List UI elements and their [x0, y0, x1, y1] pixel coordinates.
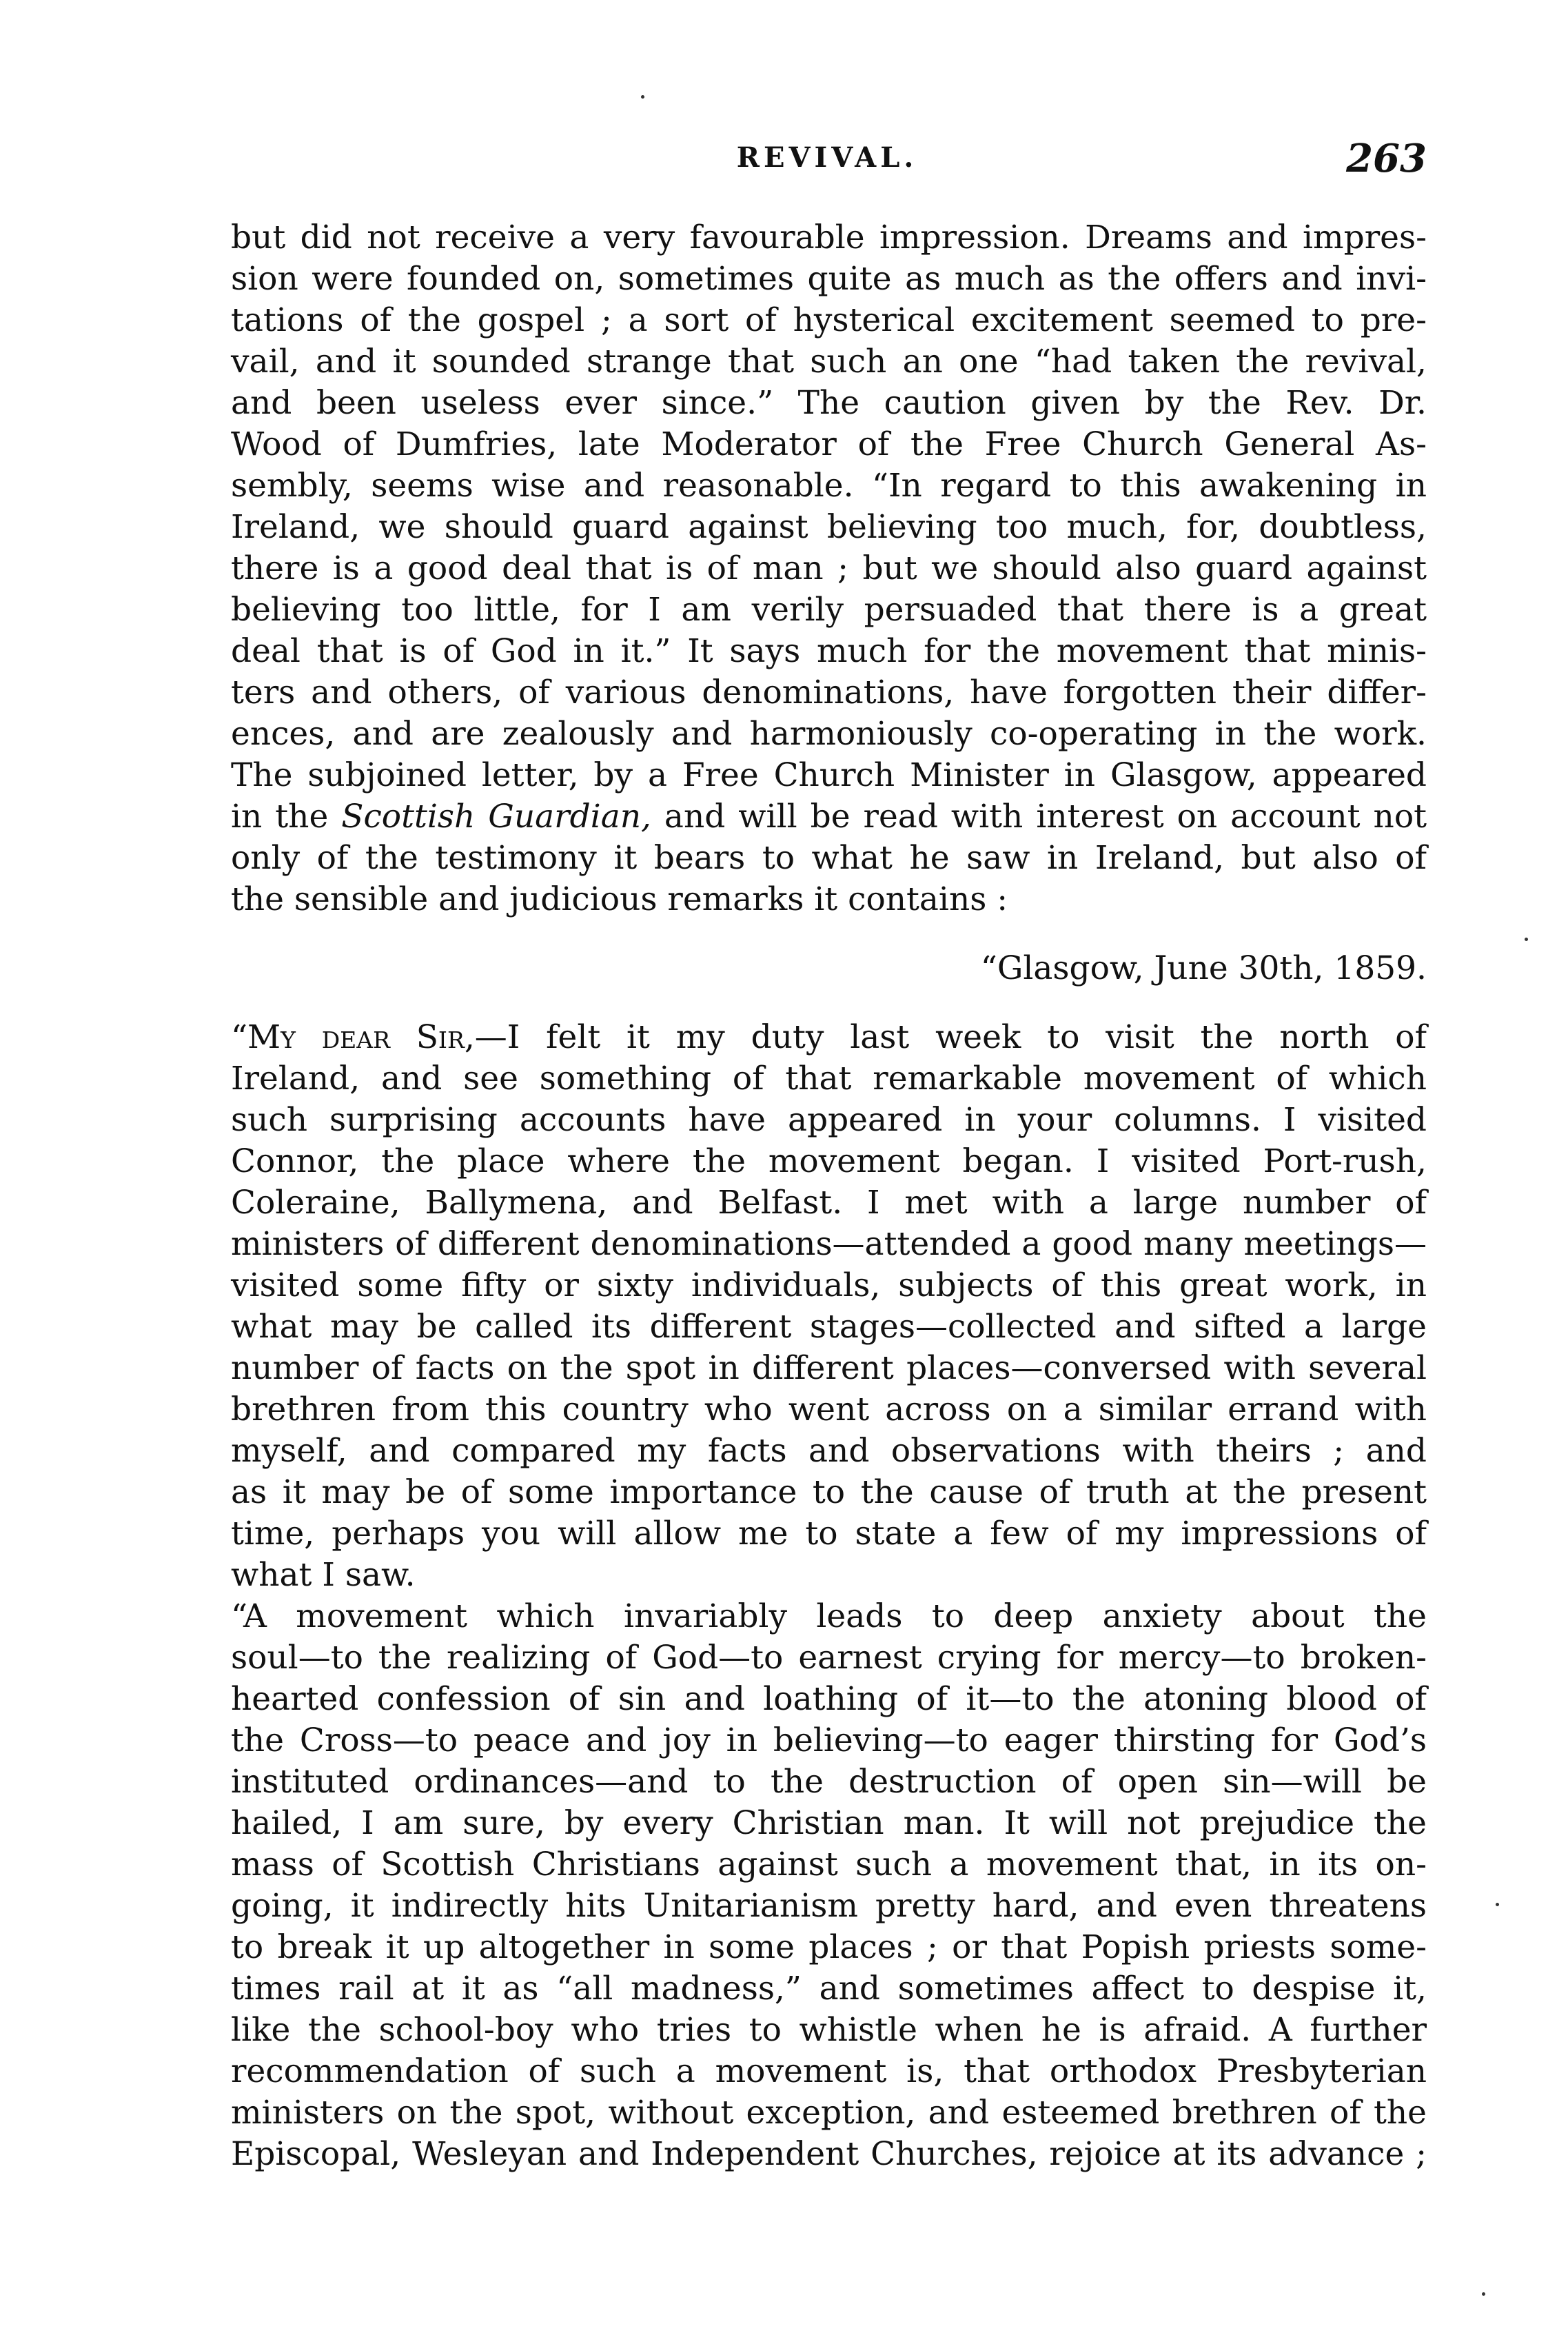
text-line: brethren from this country who went across on a similar errand with — [231, 1391, 1427, 1428]
text-line: deal that is of God in it.” It says much for the movement that minis- — [231, 632, 1427, 670]
text-line: tations of the gospel ; a sort of hysterical excitement seemed to pre- — [231, 301, 1427, 339]
text-line — [231, 1017, 1427, 1058]
text-line: soul—to the realizing of God—to earnest crying for mercy—to broken- — [231, 1639, 1427, 1677]
text-line: but did not receive a very favourable impression. Dreams and impres- — [231, 219, 1427, 256]
text-line: Connor, the place where the movement began. I visited Port-rush, — [231, 1142, 1427, 1180]
text-span: in the — [231, 798, 342, 836]
text-line: mass of Scottish Christians against such a movement that, in its on- — [231, 1846, 1427, 1883]
text-line: to break it up altogether in some places ; or that Popish priests some- — [231, 1928, 1427, 1966]
print-speck — [1482, 2292, 1485, 2296]
text-span: and will be read with interest on account not — [651, 798, 1427, 836]
text-line: ences, and are zealously and harmoniously co-operating in the work. — [231, 715, 1427, 753]
text-line: sembly, seems wise and reasonable. “In regard to this awakening in — [231, 467, 1427, 505]
salutation: My dear Sir, — [247, 1018, 475, 1056]
text-line: The subjoined letter, by a Free Church Minister in Glasgow, appeared — [231, 756, 1427, 794]
text-line: hailed, I am sure, by every Christian man. It will not prejudice the — [231, 1804, 1427, 1842]
text-line: Ireland, we should guard against believing too much, for, doubtless, — [231, 508, 1427, 546]
text-line: like the school-boy who tries to whistle when he is afraid. A further — [231, 2011, 1427, 2049]
text-span: —I felt it my duty last week to visit the north of — [474, 1018, 1427, 1056]
text-line — [231, 796, 1427, 838]
text-line: such surprising accounts have appeared in your columns. I visited — [231, 1101, 1427, 1139]
text-line: recommendation of such a movement is, that orthodox Presbyterian — [231, 2052, 1427, 2090]
text-line: times rail at it as “all madness,” and sometimes affect to despise it, — [231, 1970, 1427, 2008]
text-line: time, perhaps you will allow me to state a few of my impressions of — [231, 1515, 1427, 1553]
text-line: Ireland, and see something of that remarkable movement of which — [231, 1060, 1427, 1098]
print-speck — [1496, 1903, 1499, 1906]
italic-title: Scottish Guardian, — [341, 798, 651, 836]
text-line: ters and others, of various denominations, have forgotten their differ- — [231, 674, 1427, 711]
text-line: Episcopal, Wesleyan and Independent Churches, rejoice at its advance ; — [231, 2135, 1427, 2173]
print-speck — [641, 95, 644, 99]
text-line: only of the testimony it bears to what he saw in Ireland, but also of — [231, 839, 1427, 877]
text-line: what I saw. — [231, 1556, 416, 1594]
text-span: “ — [231, 1018, 248, 1056]
text-line: there is a good deal that is of man ; but we should also guard against — [231, 549, 1427, 587]
text-line: instituted ordinances—and to the destruction of open sin—will be — [231, 1763, 1427, 1801]
text-line: the Cross—to peace and joy in believing—to eager thirsting for God’s — [231, 1721, 1427, 1759]
print-speck — [1525, 938, 1528, 941]
text-line: “Glasgow, June 30th, 1859. — [980, 949, 1427, 987]
text-line: “A movement which invariably leads to deep anxiety about the — [231, 1597, 1427, 1635]
text-line: Coleraine, Ballymena, and Belfast. I met with a large number of — [231, 1184, 1427, 1222]
text-line: sion were founded on, sometimes quite as much as the offers and invi- — [231, 260, 1427, 298]
text-line: and been useless ever since.” The caution given by the Rev. Dr. — [231, 384, 1427, 422]
text-line: as it may be of some importance to the cause of truth at the present — [231, 1473, 1427, 1511]
text-line: number of facts on the spot in different places—conversed with several — [231, 1349, 1427, 1387]
running-head — [227, 136, 1427, 196]
text-line: vail, and it sounded strange that such an one “had taken the revival, — [231, 343, 1427, 381]
text-line: believing too little, for I am verily persuaded that there is a great — [231, 591, 1427, 629]
text-line: myself, and compared my facts and observations with theirs ; and — [231, 1432, 1427, 1470]
text-line: ministers of different denominations—attended a good many meetings— — [231, 1225, 1427, 1263]
running-title: REVIVAL. — [736, 141, 918, 174]
text-line: going, it indirectly hits Unitarianism pretty hard, and even threatens — [231, 1887, 1427, 1925]
text-line: what may be called its different stages—collected and sifted a large — [231, 1308, 1427, 1346]
text-line: hearted confession of sin and loathing of it—to the atoning blood of — [231, 1680, 1427, 1718]
text-line: the sensible and judicious remarks it contains : — [231, 880, 1008, 918]
page-number: 263 — [1346, 136, 1427, 181]
text-line: ministers on the spot, without exception, and esteemed brethren of the — [231, 2094, 1427, 2132]
text-line: visited some fifty or sixty individuals, subjects of this great work, in — [231, 1266, 1427, 1304]
text-line: Wood of Dumfries, late Moderator of the Free Church General As- — [231, 425, 1427, 463]
